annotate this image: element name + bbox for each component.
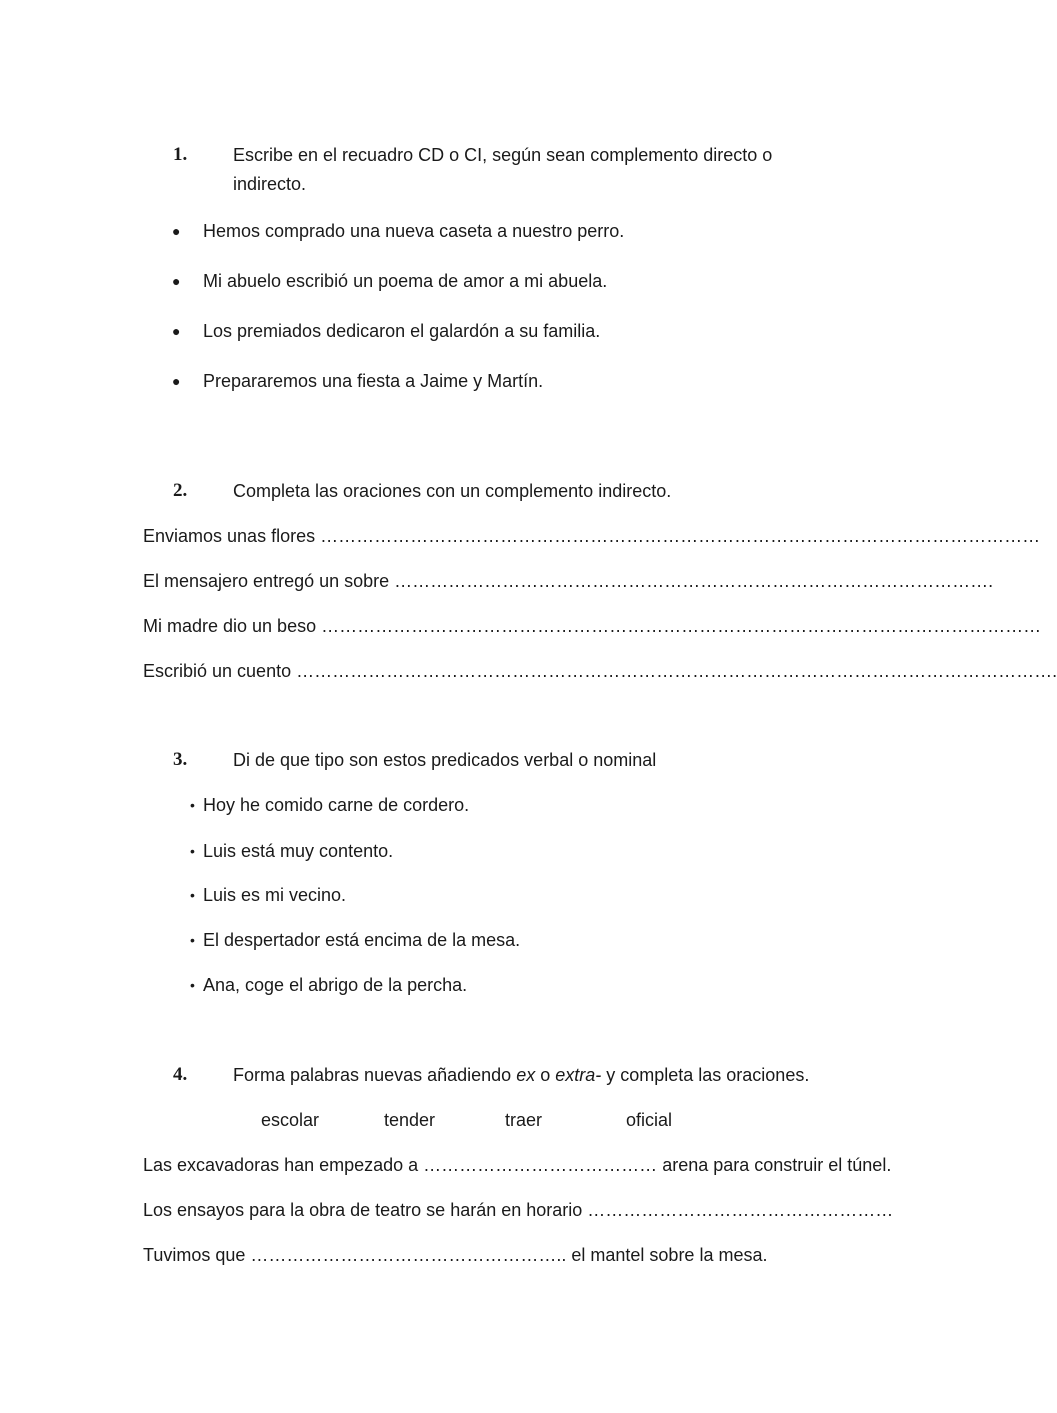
q1-number: 1. [173, 144, 188, 165]
q1-item: Los premiados dedicaron el galardón a su familia. [203, 321, 601, 341]
bullet-icon: • [190, 843, 195, 859]
bullet-icon: ● [172, 273, 181, 289]
q4-number: 4. [173, 1064, 188, 1085]
q4-line: Las excavadoras han empezado a ………………………………… arena para construir el túnel. [143, 1155, 892, 1175]
q4-word: oficial [626, 1110, 673, 1130]
q4-title-b: o [535, 1065, 556, 1085]
bullet-icon: • [190, 932, 195, 948]
q3-item: Hoy he comido carne de cordero. [203, 795, 470, 815]
q1-item: Hemos comprado una nueva caseta a nuestro perro. [203, 221, 625, 241]
q1-item: Mi abuelo escribió un poema de amor a mi abuela. [203, 271, 608, 291]
q2-line: Escribió un cuento ………………………………………………………………………………………………………………. [143, 661, 1057, 681]
bullet-icon: ● [172, 373, 181, 389]
q4-title-ex: ex [516, 1065, 536, 1085]
q1-title-line2: indirecto. [233, 174, 307, 194]
q4-title-extra: extra- [555, 1065, 602, 1085]
q2-line: Mi madre dio un beso ………………………………………………………………………………………………………… [143, 616, 1042, 636]
q3-number: 3. [173, 749, 188, 770]
q3-item: Ana, coge el abrigo de la percha. [203, 975, 468, 995]
q4-word: tender [384, 1110, 436, 1130]
q3-item: El despertador está encima de la mesa. [203, 930, 521, 950]
bullet-icon: ● [172, 223, 181, 239]
q1-item: Prepararemos una fiesta a Jaime y Martín. [203, 371, 544, 391]
bullet-icon: • [190, 977, 195, 993]
q4-line: Tuvimos que …………………………………………….. el mantel sobre la mesa. [143, 1245, 768, 1265]
q4-title-a: Forma palabras nuevas añadiendo [233, 1065, 517, 1085]
q2-line: El mensajero entregó un sobre ………………………………………………………………………………………. [143, 571, 994, 591]
q2-title: Completa las oraciones con un complemento indirecto. [233, 481, 672, 501]
bullet-icon: • [190, 887, 195, 903]
q4-word: escolar [261, 1110, 320, 1130]
q3-item: Luis es mi vecino. [203, 885, 347, 905]
q2-number: 2. [173, 480, 188, 501]
q4-word: traer [505, 1110, 543, 1130]
q2-line: Enviamos unas flores ………………………………………………………………………………………………………… [143, 526, 1041, 546]
q1-title-line1: Escribe en el recuadro CD o CI, según sean complemento directo o [233, 145, 773, 165]
q4-title-c: y completa las oraciones. [601, 1065, 810, 1085]
bullet-icon: ● [172, 323, 181, 339]
q3-item: Luis está muy contento. [203, 841, 394, 861]
q3-title: Di de que tipo son estos predicados verbal o nominal [233, 750, 657, 770]
bullet-icon: • [190, 797, 195, 813]
q4-line: Los ensayos para la obra de teatro se harán en horario …………………………………………… [143, 1200, 894, 1220]
q4-title [233, 1063, 809, 1087]
